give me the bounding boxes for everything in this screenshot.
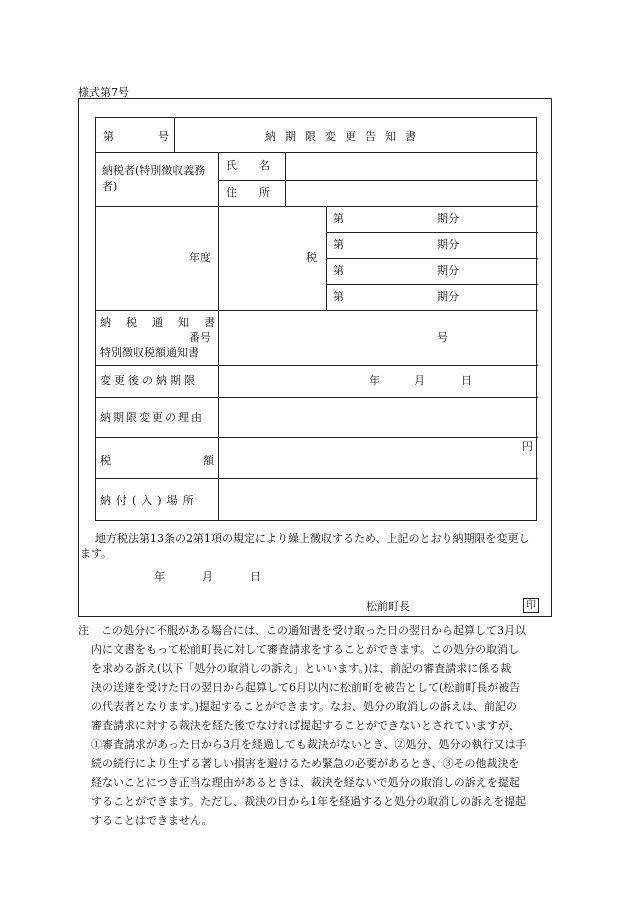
deadline-year: 年 bbox=[369, 374, 380, 387]
note-line: 審査請求に対する裁決を経た後でなければ提起することができないとされていますが、 bbox=[91, 719, 520, 732]
period-3-kibun: 期分 bbox=[437, 264, 459, 277]
reason-field[interactable] bbox=[219, 398, 536, 436]
period-1-kibun: 期分 bbox=[437, 212, 459, 225]
seal-mark: 印 bbox=[523, 598, 539, 613]
note-line: を求める訴え(以下「処分の取消しの訴え」といいます。)は、前記の審査請求に係る裁 bbox=[91, 662, 512, 675]
number-go-label: 号 bbox=[158, 130, 169, 143]
statement-line1: 地方税法第13条の2第1項の規定により繰上徴収するため、上記のとおり納期限を変更し bbox=[95, 532, 530, 545]
note-line: 続の続行により生ずる著しい損害を避けるため緊急の必要があるとき、③その他裁決を bbox=[91, 757, 520, 770]
note-line: することができます。ただし、裁決の日から1年を経過すると処分の取消しの訴えを提起 bbox=[91, 795, 527, 808]
new-deadline-label: 変更後の納期限 bbox=[100, 374, 198, 387]
note-prefix: 注 bbox=[78, 624, 89, 637]
address-label: 住 所 bbox=[226, 186, 270, 199]
statement-month: 月 bbox=[202, 570, 213, 583]
deadline-day: 日 bbox=[461, 374, 472, 387]
period-4-dai: 第 bbox=[333, 290, 344, 303]
form-number-label: 様式第7号 bbox=[78, 86, 129, 99]
notice-number-label-line2: 番号 bbox=[189, 331, 211, 344]
period-4-kibun: 期分 bbox=[437, 290, 459, 303]
period-2-dai: 第 bbox=[333, 238, 344, 251]
period-1-dai: 第 bbox=[333, 212, 344, 225]
note-line: ①審査請求があった日から3月を経過しても裁決がないとき、②処分、処分の執行又は手 bbox=[91, 738, 527, 751]
notice-number-label-line1: 納 税 通 知 書 bbox=[100, 316, 217, 329]
taxpayer-label-line2: 者) bbox=[102, 180, 118, 193]
zei-label: 税 bbox=[306, 251, 317, 264]
name-field[interactable] bbox=[285, 152, 536, 178]
note-line: 内に文書をもって松前町長に対して審査請求をすることができます。この処分の取消し bbox=[91, 643, 520, 656]
note-line: することはできません。 bbox=[91, 814, 213, 827]
note-line: この処分に不服がある場合には、この通知書を受け取った日の翌日から起算して3月以 bbox=[101, 624, 526, 637]
name-label: 氏 名 bbox=[226, 159, 270, 172]
statement-line2: ます。 bbox=[80, 547, 113, 560]
period-3-dai: 第 bbox=[333, 264, 344, 277]
period-2-kibun: 期分 bbox=[437, 238, 459, 251]
statement-day: 日 bbox=[250, 570, 261, 583]
document-title: 納期限変更告知書 bbox=[265, 130, 425, 143]
taxpayer-label-line1: 納税者(特別徴収義務 bbox=[102, 164, 206, 177]
notice-number-label-line3: 特別徴収税額通知書 bbox=[100, 346, 199, 359]
notice-number-go: 号 bbox=[437, 331, 448, 344]
payment-place-label: 納付(入)場所 bbox=[100, 494, 199, 507]
nendo-label: 年度 bbox=[189, 251, 211, 264]
reason-label: 納期限変更の理由 bbox=[100, 411, 204, 424]
deadline-month: 月 bbox=[414, 374, 425, 387]
note-line: 決の送達を受けた日の翌日から起算して6月以内に松前町を被告として(松前町長が被告 bbox=[91, 681, 521, 694]
note-line: 経ないことにつき正当な理由があるときは、裁決を経ないで処分の取消しの訴えを提起 bbox=[91, 776, 520, 789]
tax-amount-label-left: 税 bbox=[100, 454, 111, 467]
address-field[interactable] bbox=[285, 180, 536, 205]
yen-unit: 円 bbox=[522, 440, 533, 453]
number-dai-label: 第 bbox=[103, 130, 114, 143]
tax-amount-label-right: 額 bbox=[203, 454, 214, 467]
statement-year: 年 bbox=[154, 570, 165, 583]
issuer-name: 松前町長 bbox=[366, 600, 410, 613]
note-line: の代表者となります。)提起することができます。なお、処分の取消しの訴えは、前記の bbox=[91, 700, 518, 713]
